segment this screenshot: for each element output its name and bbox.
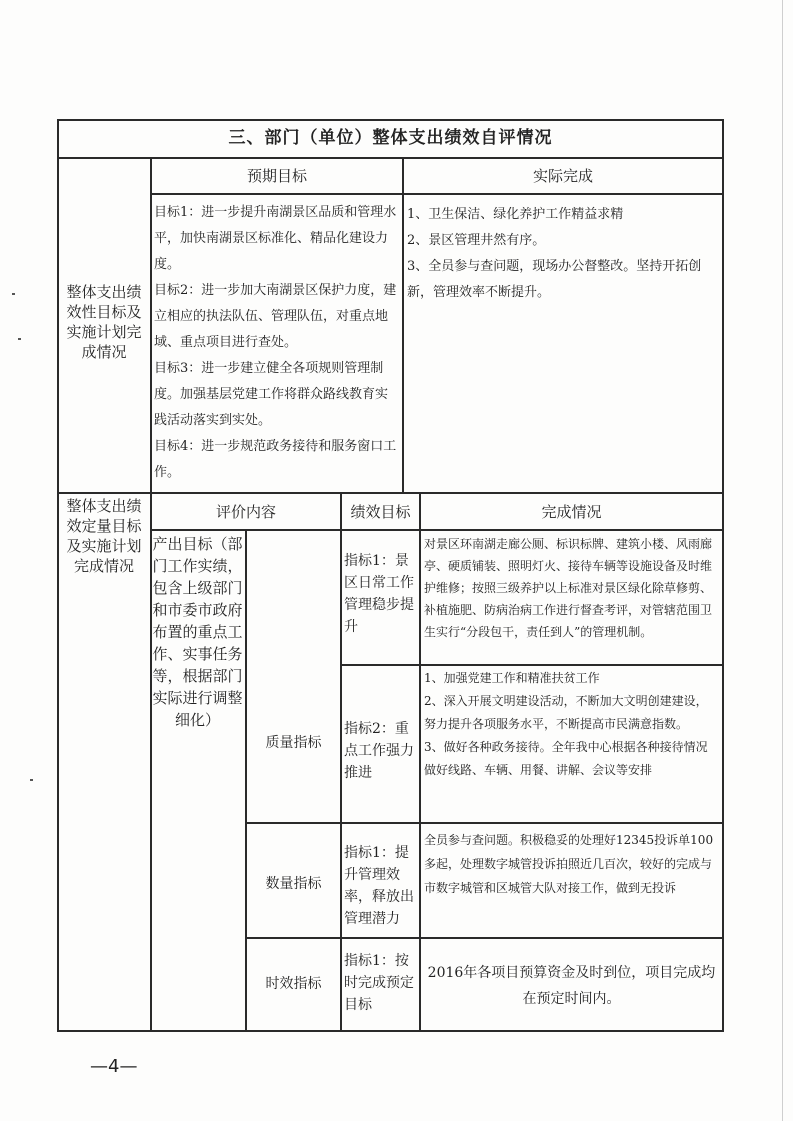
scan-speck xyxy=(18,338,21,340)
quantitative-row-label: 整体支出绩效定量目标及实施计划完成情况 xyxy=(66,497,142,575)
page-edge xyxy=(782,0,783,1121)
expected-goals-header: 预期目标 xyxy=(246,167,307,185)
page-number: —4— xyxy=(90,1056,138,1077)
expected-goal-4: 目标4：进一步规范政务接待和服务窗口工作。 xyxy=(154,439,397,480)
actual-result-3: 3、全员参与查问题，现场办公督整改。坚持开拓创新，管理效率不断提升。 xyxy=(407,259,702,300)
quality-indicator-label: 质量指标 xyxy=(265,735,322,751)
actual-result-1: 1、卫生保洁、绿化养护工作精益求精 xyxy=(407,207,624,222)
scan-speck xyxy=(12,293,15,295)
page-title: 三、部门（单位）整体支出绩效自评情况 xyxy=(228,128,553,148)
timeliness-target: 指标1：按时完成预定目标 xyxy=(344,953,414,1013)
timeliness-result: 2016年各项目预算资金及时到位，项目完成均在预定时间内。 xyxy=(427,965,716,1007)
actual-result-2: 2、景区管理井然有序。 xyxy=(407,233,546,248)
qualitative-row-label: 整体支出绩效性目标及实施计划完成情况 xyxy=(66,283,142,361)
quality-target-1: 指标1：景区日常工作管理稳步提升 xyxy=(344,553,414,635)
scan-speck xyxy=(30,779,33,781)
expected-goal-1: 目标1：进一步提升南湖景区品质和管理水平，加快南湖景区标准化、精品化建设力度。 xyxy=(154,205,397,272)
quantity-target: 指标1：提升管理效率，释放出管理潜力 xyxy=(344,845,414,927)
output-goal: 产出目标（部门工作实绩，包含上级部门和市委市政府布置的重点工作、实事任务等，根据部门实际进行调整细化） xyxy=(152,535,243,729)
timeliness-indicator-label: 时效指标 xyxy=(265,976,322,992)
quality-result-1: 对景区环南湖走廊公厕、标识标牌、建筑小楼、风雨廊亭、硬质铺装、照明灯火、接待车辆等设施设备及时维护维修；按照三级养护以上标准对景区绿化除草修剪、补植施肥、防病治病工作进行督查考评，对管辖范围卫生实行“分段包干，责任到人”的管理机制。 xyxy=(424,537,713,639)
quality-result-2: 1、加强党建工作和精准扶贫工作 2、深入开展文明建设活动，不断加大文明创建建设，努力提升各项服务水平，不断提高市民满意指数。 3、做好各种政务接待。全年我中心根据各种接待情况做好线路、车辆、用餐、讲解、会议等安排 xyxy=(424,671,708,777)
quality-target-2: 指标2：重点工作强力推进 xyxy=(344,721,414,781)
target-header: 绩效目标 xyxy=(350,503,411,521)
expected-goal-3: 目标3：进一步建立健全各项规则管理制度。加强基层党建工作将群众路线教育实践活动落实到实处。 xyxy=(154,361,389,428)
actual-results-header: 实际完成 xyxy=(532,167,593,185)
expected-goal-2: 目标2：进一步加大南湖景区保护力度，建立相应的执法队伍、管理队伍，对重点地域、重点项目进行查处。 xyxy=(154,283,397,350)
result-header: 完成情况 xyxy=(541,503,602,521)
quantity-indicator-label: 数量指标 xyxy=(265,876,322,892)
content-header: 评价内容 xyxy=(215,503,276,521)
quantity-result: 全员参与查问题。积极稳妥的处理好12345投诉单100多起，处理数字城管投诉拍照近几百次，较好的完成与市数字城管和区城管大队对接工作，做到无投诉 xyxy=(424,833,714,895)
